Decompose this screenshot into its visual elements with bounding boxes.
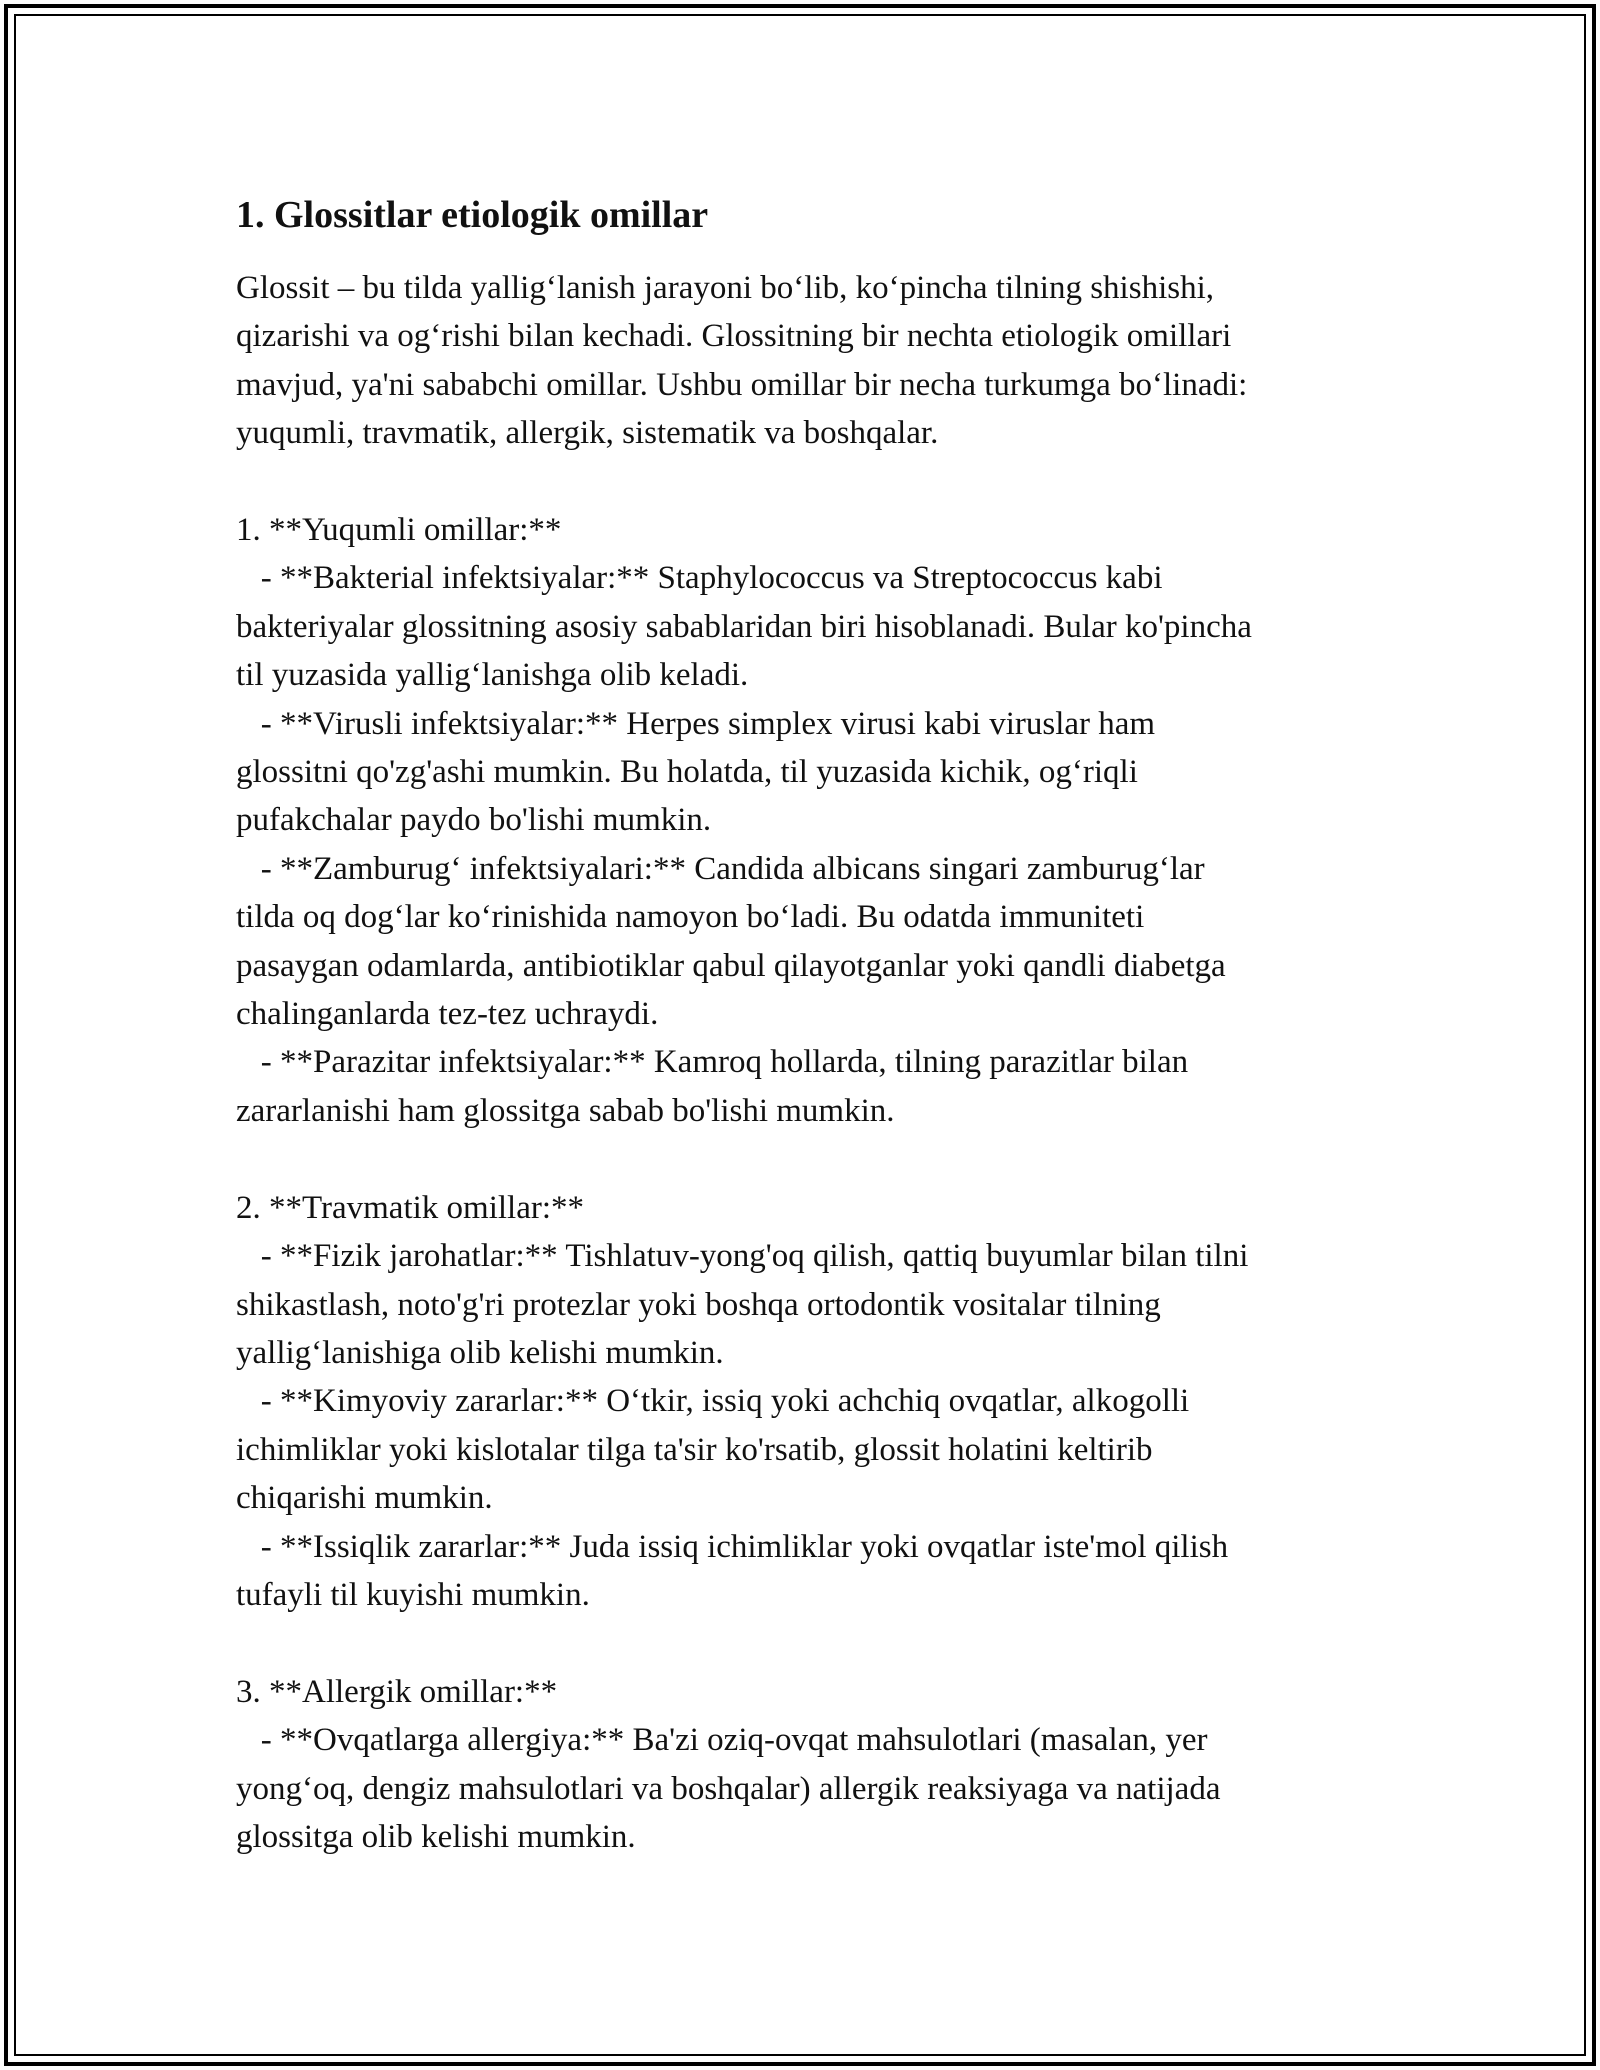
text-line: yuqumli, travmatik, allergik, sistematik va boshqalar. [236,415,939,452]
text-line: chalinganlarda tez-tez uchraydi. [236,996,659,1033]
text-line: mavjud, ya'ni sababchi omillar. Ushbu omillar bir necha turkumga bo‘linadi: [236,366,1248,403]
document-body [236,190,1376,1861]
text-line: tufayli til kuyishi mumkin. [236,1576,590,1613]
text-line: chiqarishi mumkin. [236,1480,493,1517]
text-line: zararlanishi ham glossitga sabab bo'lishi mumkin. [236,1092,895,1129]
blank-line [236,458,1376,506]
text-line: yallig‘lanishiga olib kelishi mumkin. [236,1334,724,1371]
list-heading: 3. **Allergik omillar:** [236,1673,558,1710]
text-line: glossitga olib kelishi mumkin. [236,1818,636,1855]
section-heading: 1. Glossitlar etiologik omillar [236,194,709,236]
text-line: - **Bakterial infektsiyalar:** Staphylococcus va Streptococcus kabi [236,560,1163,597]
text-line: - **Virusli infektsiyalar:** Herpes simplex virusi kabi viruslar ham [236,705,1156,742]
text-line: - **Fizik jarohatlar:** Tishlatuv-yong'oq qilish, qattiq buyumlar bilan tilni [236,1238,1249,1275]
text-line: shikastlash, noto'g'ri protezlar yoki boshqa ortodontik vositalar tilning [236,1286,1161,1323]
text-line: - **Issiqlik zararlar:** Juda issiq ichimliklar yoki ovqatlar iste'mol qilish [236,1528,1229,1565]
blank-line [236,1619,1376,1667]
text-line: Glossit – bu tilda yallig‘lanish jarayoni bo‘lib, ko‘pincha tilning shishishi, [236,270,1214,306]
text-line: - **Parazitar infektsiyalar:** Kamroq hollarda, tilning parazitlar bilan [236,1044,1189,1081]
text-line: - **Kimyoviy zararlar:** O‘tkir, issiq yoki achchiq ovqatlar, alkogolli [236,1383,1190,1420]
text-line: ichimliklar yoki kislotalar tilga ta'sir ko'rsatib, glossit holatini keltirib [236,1431,1153,1468]
text-line: tilda oq dog‘lar ko‘rinishida namoyon bo‘ladi. Bu odatda immuniteti [236,899,1145,936]
text-line: - **Ovqatlarga allergiya:** Ba'zi oziq-ovqat mahsulotlari (masalan, yer [236,1722,1208,1759]
list-heading: 2. **Travmatik omillar:** [236,1189,585,1226]
text-line: glossitni qo'zg'ashi mumkin. Bu holatda, til yuzasida kichik, og‘riqli [236,754,1138,791]
text-line: pufakchalar paydo bo'lishi mumkin. [236,802,712,839]
list-heading: 1. **Yuqumli omillar:** [236,512,562,549]
text-line: qizarishi va og‘rishi bilan kechadi. Glossitning bir nechta etiologik omillari [236,318,1232,355]
blank-line [236,1135,1376,1183]
text-line: pasaygan odamlarda, antibiotiklar qabul qilayotganlar yoki qandli diabetga [236,947,1226,984]
text-line: yong‘oq, dengiz mahsulotlari va boshqalar) allergik reaksiyaga va natijada [236,1770,1221,1807]
document-text [236,264,1376,1861]
text-line: bakteriyalar glossitning asosiy sabablaridan biri hisoblanadi. Bular ko'pincha [236,608,1252,645]
text-line: - **Zamburug‘ infektsiyalari:** Candida albicans singari zamburug‘lar [236,850,1205,887]
text-line: til yuzasida yallig‘lanishga olib keladi. [236,657,749,694]
